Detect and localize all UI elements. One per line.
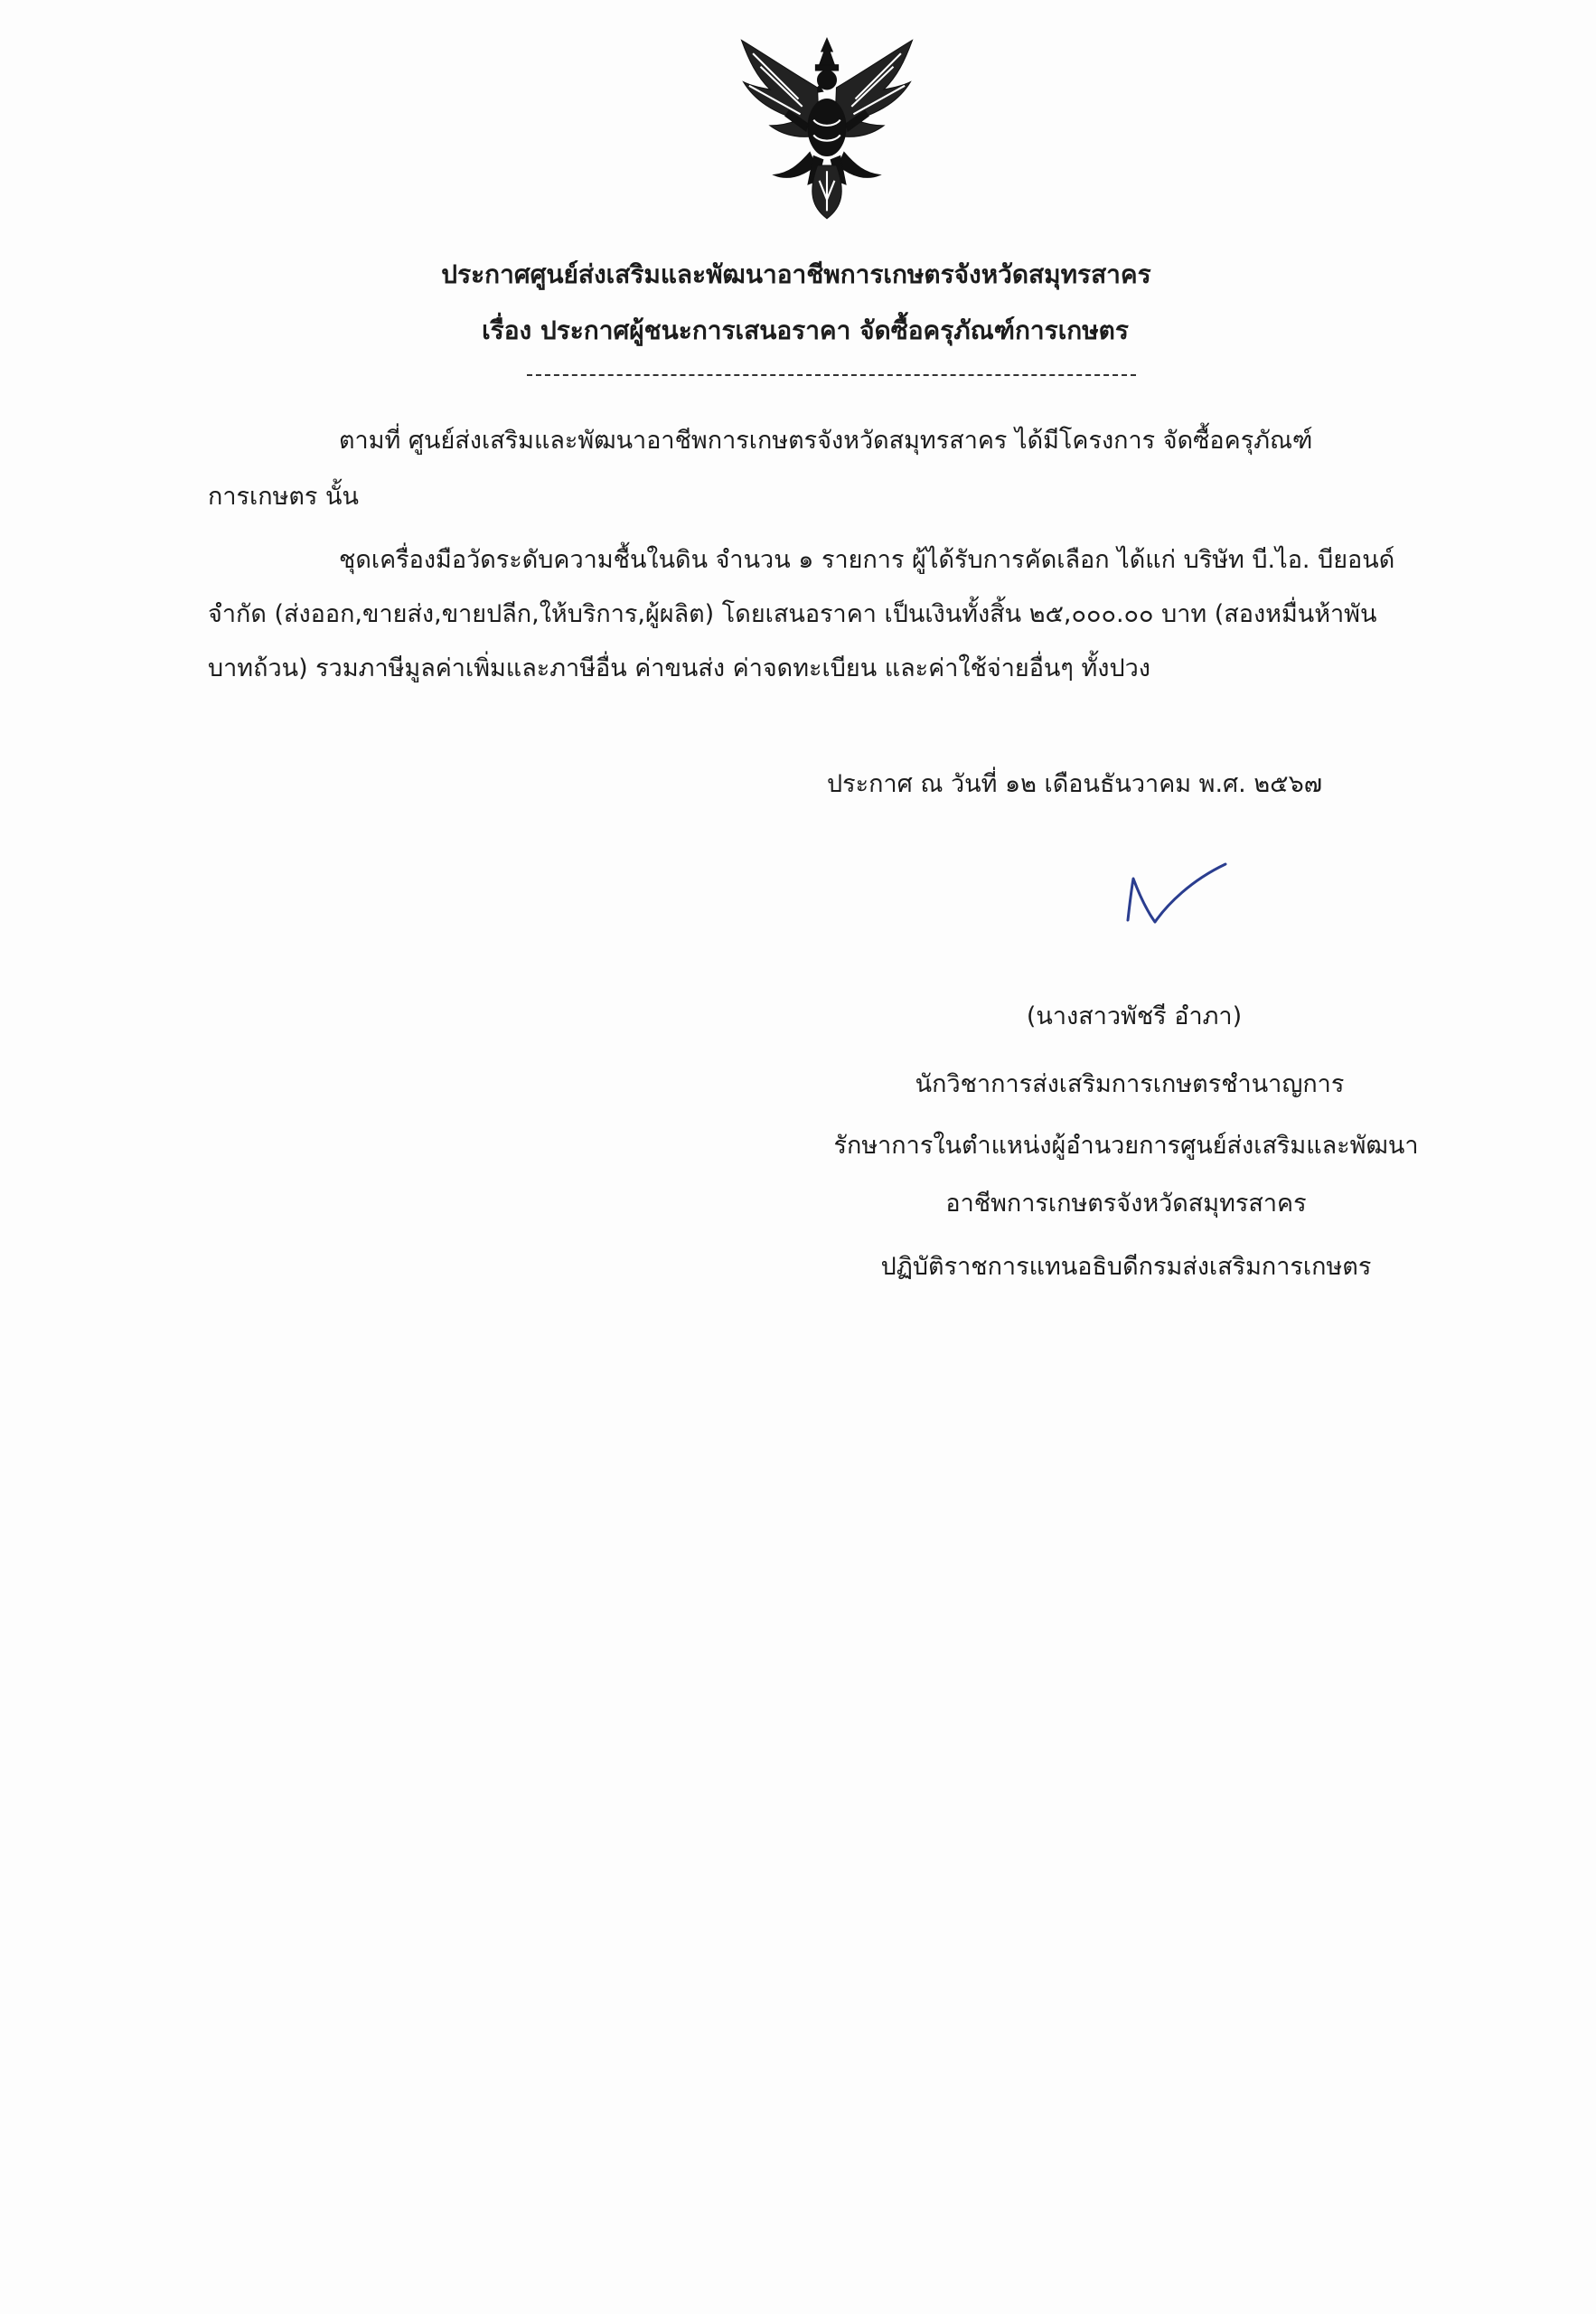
paragraph-1-line-2: การเกษตร นั้น xyxy=(208,483,359,511)
paragraph-2-line-2: จำกัด (ส่งออก,ขายส่ง,ขายปลีก,ให้บริการ,ผู้ผลิต) โดยเสนอราคา เป็นเงินทั้งสิ้น ๒๕,๐๐๐.๐๐ บาท (สองหมื่นห้าพัน xyxy=(208,600,1377,628)
garuda-emblem-icon xyxy=(732,33,922,222)
signatory-position-3: อาชีพการเกษตรจังหวัดสมุทรสาคร xyxy=(945,1190,1307,1218)
signatory-position-4: ปฏิบัติราชการแทนอธิบดีกรมส่งเสริมการเกษตร xyxy=(880,1253,1372,1281)
announcement-title: ประกาศศูนย์ส่งเสริมและพัฒนาอาชีพการเกษตรจังหวัดสมุทรสาคร xyxy=(441,259,1151,289)
paragraph-2-line-3: บาทถ้วน) รวมภาษีมูลค่าเพิ่มและภาษีอื่น ค่าขนส่ง ค่าจดทะเบียน และค่าใช้จ่ายอื่นๆ ทั้งปวง xyxy=(208,654,1150,682)
announcement-date: ประกาศ ณ วันที่ ๑๒ เดือนธันวาคม พ.ศ. ๒๕๖๗ xyxy=(827,770,1323,798)
announcement-subject: เรื่อง ประกาศผู้ชนะการเสนอราคา จัดซื้อครุภัณฑ์การเกษตร xyxy=(482,315,1129,345)
paragraph-1-line-1: ตามที่ ศูนย์ส่งเสริมและพัฒนาอาชีพการเกษตรจังหวัดสมุทรสาคร ได้มีโครงการ จัดซื้อครุภัณฑ์ xyxy=(339,427,1313,455)
paragraph-2-line-1: ชุดเครื่องมือวัดระดับความชื้นในดิน จำนวน ๑ รายการ ผู้ได้รับการคัดเลือก ได้แก่ บริษัท บี.ไอ. บียอนด์ xyxy=(339,546,1395,574)
handwritten-signature-icon xyxy=(1119,859,1236,931)
signatory-position-1: นักวิชาการส่งเสริมการเกษตรชำนาญการ xyxy=(915,1070,1345,1098)
dashed-divider xyxy=(527,374,1136,376)
signatory-name: (นางสาวพัชรี อำภา) xyxy=(1026,1002,1243,1030)
signatory-position-2: รักษาการในตำแหน่งผู้อำนวยการศูนย์ส่งเสริมและพัฒนา xyxy=(833,1132,1419,1160)
